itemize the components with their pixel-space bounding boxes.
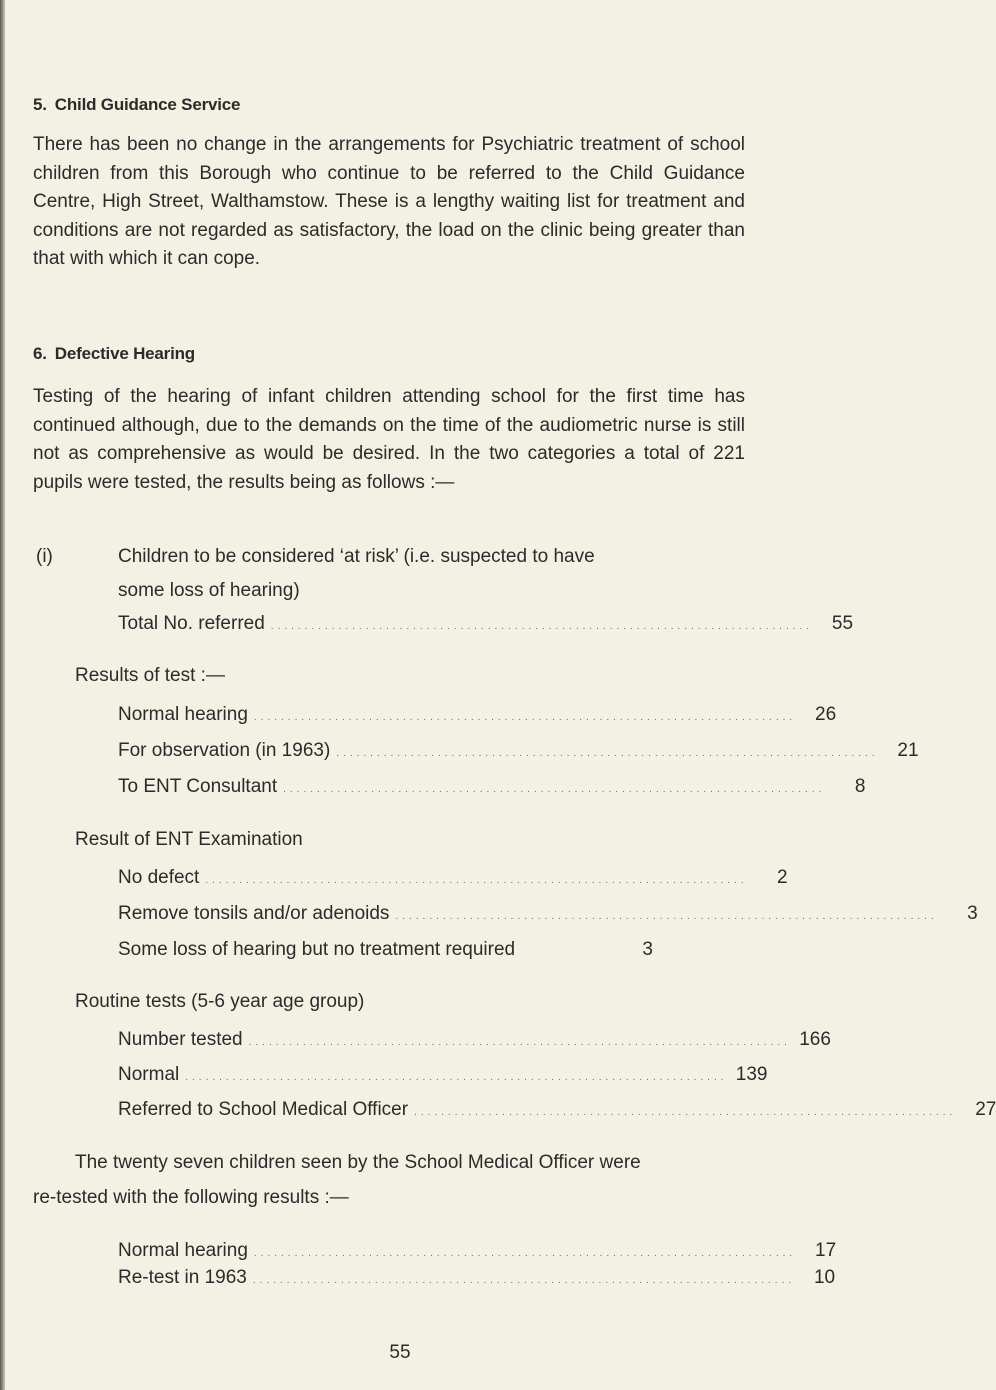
row-label: Some loss of hearing but no treatment required (118, 939, 516, 960)
routine-tests-heading: Routine tests (5-6 year age group) (75, 991, 365, 1012)
row-label: For observation (in 1963) (118, 740, 331, 761)
at-risk-marker: (i) (36, 546, 53, 567)
ent-examination-heading: Result of ENT Examination (75, 829, 303, 850)
section-6-number: 6. (33, 344, 47, 363)
row-value: 21 (897, 740, 919, 761)
row-value: 166 (799, 1029, 831, 1050)
row-value: 10 (813, 1267, 836, 1288)
table-row (118, 703, 837, 727)
page-number: 55 (389, 1342, 411, 1363)
table-row (118, 739, 919, 763)
retest-line-1: The twenty seven children seen by the School Medical Officer were (75, 1152, 641, 1173)
row-value: 26 (815, 704, 837, 725)
row-value: 17 (815, 1240, 837, 1261)
total-referred-value: 55 (831, 613, 854, 634)
at-risk-line-2: some loss of hearing) (118, 580, 300, 601)
leader-dots: ................................................................................ (253, 712, 797, 723)
row-value: 27 (975, 1099, 996, 1120)
row-label: Normal hearing (118, 1240, 248, 1261)
row-value: 2 (777, 867, 788, 888)
leader-dots: ................................................................................ (414, 1107, 957, 1118)
table-row (118, 1266, 836, 1290)
section-6-heading (33, 344, 195, 364)
table-row (118, 775, 866, 799)
leader-dots: ................................................................................ (395, 911, 938, 922)
leader-dots: ................................................................................ (185, 1072, 728, 1083)
section-6-paragraph: Testing of the hearing of infant children attending school for the first time has continued although, due to the demands on the time of the audiometric nurse is still not as comprehensive as would be desired. In the two categories a total of 221 pupils were tested, the results being as follows :— (33, 386, 745, 493)
leader-dots: ................................................................................ (283, 784, 826, 795)
section-6-title: Defective Hearing (54, 344, 195, 363)
leader-dots: ................................................................................ (252, 1275, 796, 1286)
table-row (118, 902, 978, 926)
row-label: Normal (118, 1064, 180, 1085)
total-referred-row (118, 612, 854, 636)
leader-dots: ................................................................................ (205, 875, 748, 886)
row-label: Number tested (118, 1029, 243, 1050)
table-row (118, 938, 653, 962)
section-5-title: Child Guidance Service (54, 95, 241, 114)
row-label: Re-test in 1963 (118, 1267, 247, 1288)
row-label: Remove tonsils and/or adenoids (118, 903, 390, 924)
row-value: 8 (854, 776, 866, 797)
row-value: 139 (735, 1064, 768, 1085)
row-value: 3 (967, 903, 978, 924)
table-row (118, 1239, 837, 1263)
row-value: 3 (642, 939, 653, 960)
row-label: To ENT Consultant (118, 776, 278, 797)
section-5-paragraph: There has been no change in the arrangements for Psychiatric treatment of school children from this Borough who continue to be referred to the Child Guidance Centre, High Street, Walthamstow. These is a lengthy waiting list for treatment and conditions are not regarded as satisfactory, the load on the clinic being greater than that with which it can cope. (33, 134, 745, 269)
leader-dots: ................................................................................ (253, 1248, 797, 1259)
leader-dots: ................................................................................ (336, 748, 879, 759)
table-row (118, 1028, 831, 1052)
page-binding-edge (0, 0, 5, 1390)
table-row (118, 866, 788, 890)
table-row (118, 1098, 996, 1122)
leader-dots: ................................................................................ (270, 621, 814, 632)
section-5-number: 5. (33, 95, 47, 114)
row-label: Referred to School Medical Officer (118, 1099, 409, 1120)
section-5-heading (33, 95, 240, 115)
leader-dots: ................................................................................ (248, 1037, 791, 1048)
row-label: No defect (118, 867, 200, 888)
retest-line-2: re-tested with the following results :— (33, 1187, 349, 1208)
results-of-test-heading: Results of test :— (75, 665, 225, 686)
row-label: Normal hearing (118, 704, 248, 725)
table-row (118, 1063, 768, 1087)
total-referred-label: Total No. referred (118, 613, 265, 634)
at-risk-line-1: Children to be considered ‘at risk’ (i.e. suspected to have (118, 546, 595, 567)
